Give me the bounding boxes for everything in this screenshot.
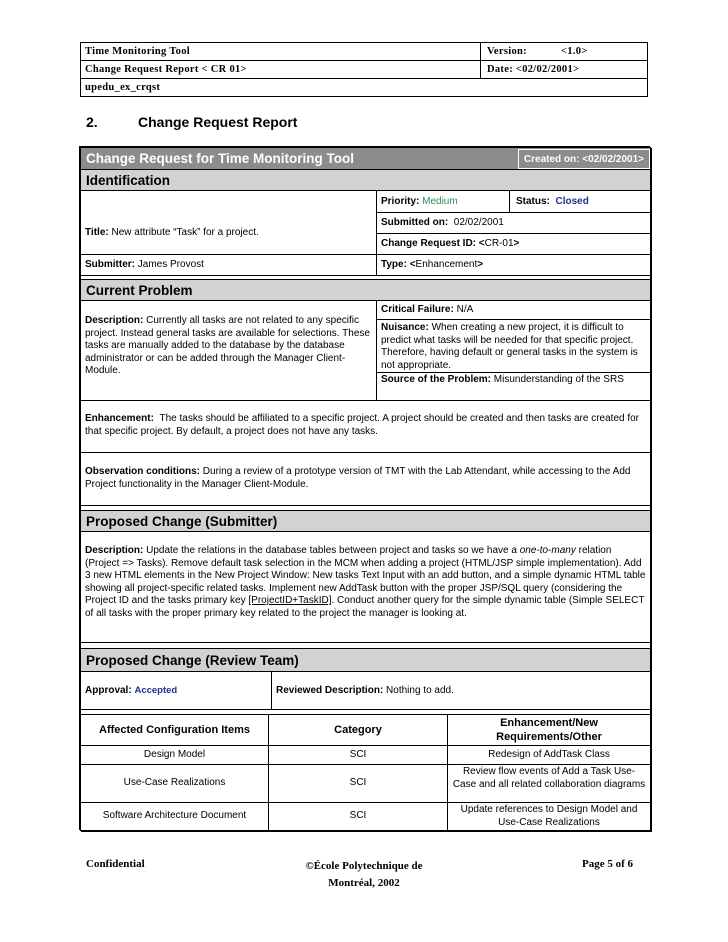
- header-row-1: [81, 43, 647, 61]
- table-row-2-item: Use-Case Realizations: [123, 777, 226, 789]
- footer-copyright: ©École Polytechnique de Montréal, 2002: [305, 860, 423, 889]
- submitter-field: Submitter: James Provost: [85, 258, 204, 270]
- primary-key-reference: [ProjectID+TaskID]: [248, 595, 332, 606]
- identification-heading: Identification: [81, 170, 650, 191]
- table-row-3-enhancement: Update references to Design Model and Use-Case Realizations: [460, 804, 638, 828]
- current-problem-heading: Current Problem: [81, 279, 650, 301]
- header-row-2: [81, 61, 647, 79]
- table-row-3-category: SCI: [349, 810, 367, 822]
- table-row-2-enhancement: Review flow events of Add a Task Use-Case and all related collaboration diagrams: [452, 766, 646, 790]
- proposed-change-review-heading: Proposed Change (Review Team): [81, 648, 650, 672]
- version-value: <1.0>: [560, 46, 588, 57]
- table-row-3-item: Software Architecture Document: [102, 810, 247, 822]
- priority-field: Priority: Medium: [381, 195, 458, 207]
- created-on-badge: Created on: <02/02/2001>: [518, 149, 650, 169]
- change-request-id-value: CR-01: [484, 237, 514, 249]
- section-number: 2.: [86, 114, 98, 130]
- form-title: Change Request for Time Monitoring Tool: [86, 151, 354, 166]
- enhancement-field: Enhancement: The tasks should be affiliated to a specific project. A project should be created and then tasks are created for that specific project. By default, a project does not have any tasks.: [85, 413, 640, 437]
- submitted-on-field: Submitted on: 02/02/2001: [381, 216, 504, 228]
- status-value: Closed: [555, 195, 589, 207]
- type-value: Enhancement: [415, 258, 478, 270]
- critical-failure-field: Critical Failure: N/A: [381, 304, 474, 316]
- tool-name: Time Monitoring Tool: [81, 43, 481, 60]
- observation-conditions-field: Observation conditions: During a review of a prototype version of TMT with the Lab Attendant, while accessing to the Add Project functionality in the Manager Client-Module.: [85, 466, 631, 490]
- proposed-change-description: Description: Update the relations in the database tables between project and tasks so we have a one-to-many relation (Project => Tasks). Remove default task selection in the MCM when adding a project (HTML/JSP simple implementation). Add 3 new HTML elements in the New Project Window: New tasks Text Input with an add button, and a simple dynamic HTML table showing all project-specific related tasks. Implement new AddTask button with the proper JSP/SQL query (considering the Project ID and the tasks primary key [ProjectID+TaskID]. Conduct another query for the simple dynamic table (Simple SELECT of all tasks with the proper primary key related to the project the manager is looking at.: [85, 545, 646, 619]
- report-name: Change Request Report < CR 01>: [81, 61, 481, 78]
- priority-value: Medium: [422, 195, 458, 207]
- table-row-1-item: Design Model: [143, 748, 206, 760]
- section-title: Change Request Report: [138, 114, 298, 130]
- source-of-problem-field: Source of the Problem: Misunderstanding of the SRS: [381, 374, 624, 385]
- approval-field: Approval: Accepted: [85, 685, 178, 697]
- submitter-value: James Provost: [137, 258, 204, 270]
- type-field: Type: < Enhancement >: [381, 258, 484, 270]
- change-request-id-field: Change Request ID: < CR-01 >: [381, 237, 520, 249]
- status-field: Status: Closed: [516, 195, 589, 207]
- table-row-1-enhancement: Redesign of AddTask Class: [488, 748, 610, 760]
- change-request-form: [80, 147, 651, 831]
- doc-id: upedu_ex_crqst: [85, 82, 161, 93]
- footer-confidential: Confidential: [86, 858, 145, 870]
- title-value: New attribute “Task” for a project.: [111, 226, 259, 238]
- report-date: Date: <02/02/2001>: [487, 64, 580, 75]
- submitted-on-value: 02/02/2001: [453, 216, 504, 228]
- form-title-bar: [81, 148, 650, 170]
- document-header: [80, 42, 648, 97]
- section-heading: [86, 114, 297, 130]
- proposed-change-submitter-heading: Proposed Change (Submitter): [81, 510, 650, 532]
- version-label: Version:: [487, 46, 527, 57]
- reviewed-description-field: Reviewed Description: Nothing to add.: [276, 685, 454, 697]
- title-field: Title: New attribute “Task” for a project.: [85, 226, 259, 238]
- column-header-category: Category: [334, 723, 382, 736]
- column-header-enhancement: Enhancement/New Requirements/Other: [496, 717, 602, 743]
- footer-page-number: Page 5 of 6: [582, 858, 634, 870]
- header-row-3: [81, 79, 647, 96]
- table-row-1-category: SCI: [349, 748, 367, 760]
- table-row-2-category: SCI: [349, 777, 367, 789]
- problem-description: Description: Currently all tasks are not related to any specific project. Instead general tasks are available for selections. These tasks are manually added to the database by the database administrator or can be added through the Manager Client-Module.: [85, 315, 370, 376]
- nuisance-field: Nuisance: When creating a new project, it is difficult to predict what tasks will be needed for that specific project. Therefore, having default or general tasks in the system is not appropriate.: [381, 322, 638, 371]
- column-header-affected-items: Affected Configuration Items: [99, 723, 250, 736]
- approval-value: Accepted: [134, 685, 178, 697]
